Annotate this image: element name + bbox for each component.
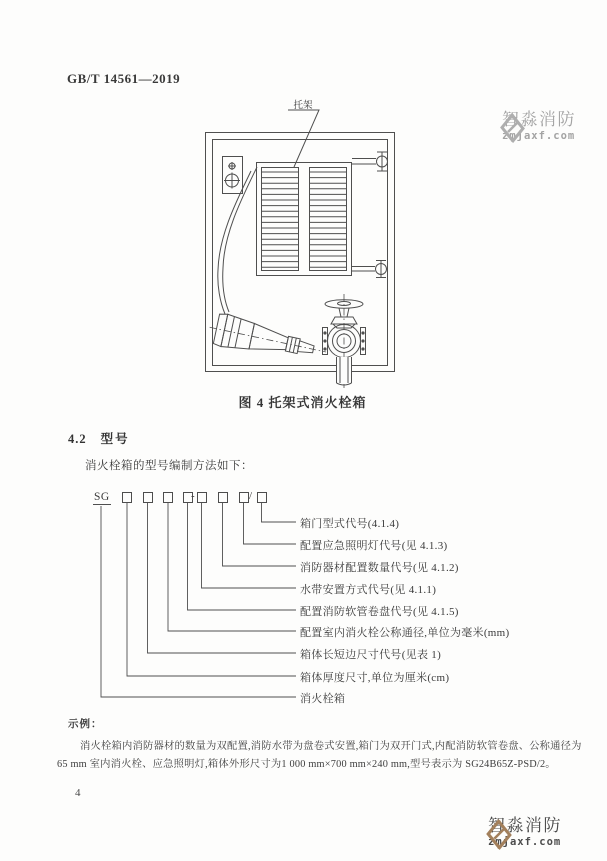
model-label: 消防器材配置数量代号(见 4.1.2) <box>300 561 459 574</box>
fire-hydrant-box-figure <box>190 95 405 395</box>
page-number: 4 <box>75 787 81 799</box>
example-line-1: 消火栓箱内消防器材的数量为双配置,消防水带为盘卷式安置,箱门为双开门式,内配消防软管卷盘、公称通径为 <box>80 741 582 752</box>
model-label: 水带安置方式代号(见 4.1.1) <box>300 583 437 596</box>
upper-hinge <box>352 152 388 172</box>
model-prefix: SG <box>94 491 110 503</box>
watermark-site: zmjaxf.com <box>488 835 562 848</box>
example-title: 示例： <box>68 719 103 730</box>
watermark-name: 智淼消防 <box>502 110 576 129</box>
watermark-site: zmjaxf.com <box>502 129 576 142</box>
hose-rack <box>257 163 352 276</box>
hose <box>218 167 257 314</box>
alarm-button-panel <box>223 157 243 194</box>
section-title: 型号 <box>100 432 130 446</box>
model-slash: / <box>249 490 253 502</box>
model-label: 配置消防软管卷盘代号(见 4.1.5) <box>300 605 459 618</box>
model-connector-lines <box>90 480 302 710</box>
hose-nozzle <box>206 311 329 368</box>
example-line-2: 65 mm 室内消火栓、应急照明灯,箱体外形尺寸为1 000 mm×700 mm×240 mm,型号表示为 SG24B65Z-PSD/2。 <box>57 759 556 770</box>
section-number: 4.2 <box>68 432 87 446</box>
model-label: 箱体厚度尺寸,单位为厘米(cm) <box>300 671 450 684</box>
section-heading <box>68 429 130 447</box>
model-label: 箱体长短边尺寸代号(见表 1) <box>300 648 442 661</box>
watermark-top <box>499 111 576 142</box>
model-label: 消火栓箱 <box>300 692 346 705</box>
standard-number-header: GB/T 14561—2019 <box>67 71 181 86</box>
model-label: 配置应急照明灯代号(见 4.1.3) <box>300 539 448 552</box>
bracket-part-label: 托架 <box>293 101 313 111</box>
watermark-name: 智淼消防 <box>488 816 562 835</box>
model-hyphen: - <box>191 490 195 502</box>
lower-hinge <box>352 260 387 278</box>
zhimiao-logo-icon <box>485 817 513 851</box>
model-intro-text: 消火栓箱的型号编制方法如下： <box>85 460 253 472</box>
watermark-bottom <box>485 817 562 848</box>
zhimiao-logo-icon <box>499 111 526 144</box>
model-label: 配置室内消火栓公称通径,单位为毫米(mm) <box>300 626 510 639</box>
hydrant-valve <box>323 294 366 390</box>
bracket-leader-line <box>288 110 319 167</box>
model-label: 箱门型式代号(4.1.4) <box>300 517 400 530</box>
figure-caption: 图 4 托架式消火栓箱 <box>238 395 367 410</box>
